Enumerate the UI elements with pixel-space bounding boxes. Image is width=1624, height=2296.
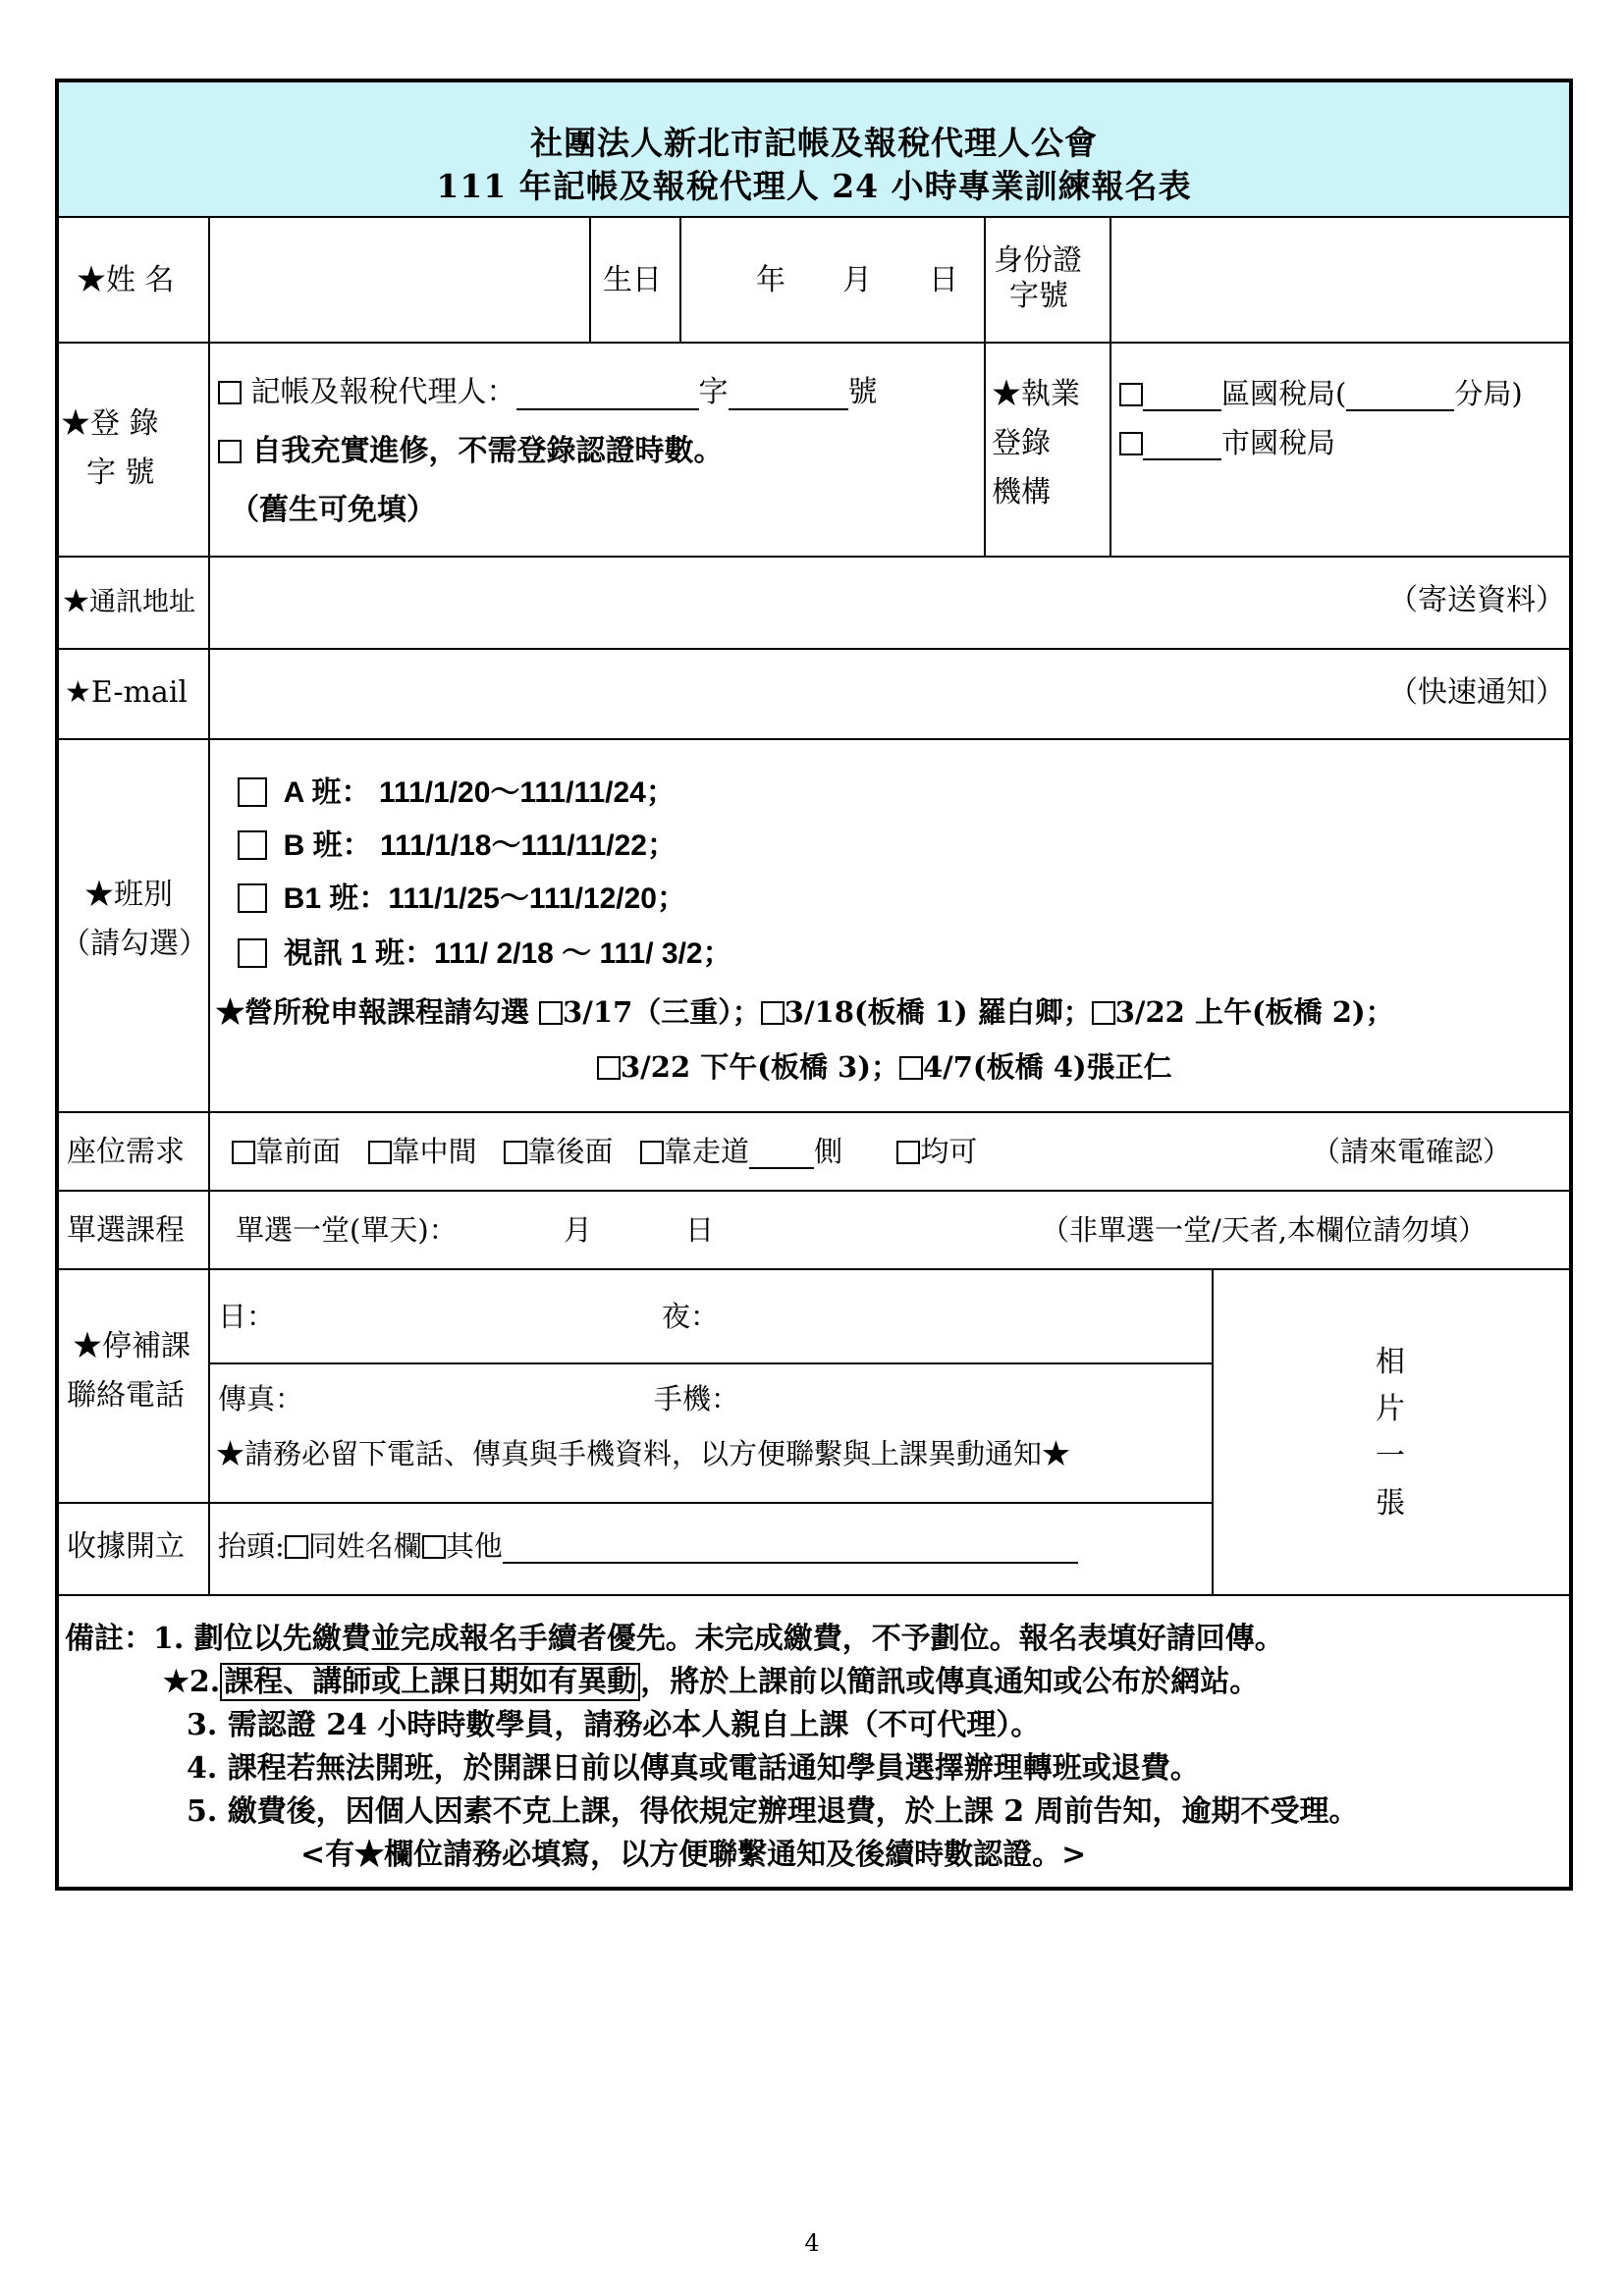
class-a-checkbox[interactable]	[238, 777, 267, 807]
seat-any-label: 均可	[920, 1135, 978, 1168]
tax-course-2: 3/18(板橋 1) 羅白卿；	[784, 995, 1092, 1029]
class-option-b1[interactable]	[238, 881, 686, 917]
note-5: 5. 繳費後，因個人因素不克上課，得依規定辦理退費，於上課 2 周前告知，逾期不受理。	[187, 1794, 1359, 1829]
char-label: 字	[698, 375, 729, 409]
tax-course-3: 3/22 上午(板橋 2)；	[1114, 995, 1394, 1029]
tax-course-1: 3/17（三重）；	[563, 995, 761, 1029]
class-video-dates: 111/ 2/18 ～ 111/ 3/2；	[434, 937, 732, 970]
photo-char-3: 一	[1376, 1439, 1405, 1473]
note-4: 4. 課程若無法開班，於開課日前以傳真或電話通知學員選擇辦理轉班或退費。	[187, 1751, 1200, 1786]
column-divider	[208, 218, 210, 1594]
row-divider	[59, 738, 1569, 740]
seat-back-checkbox[interactable]	[504, 1141, 527, 1164]
district-bureau-label: 區國稅局(	[1221, 377, 1347, 410]
seat-side-label: 側	[814, 1135, 843, 1168]
tax-course-5: 4/7(板橋 4)張正仁	[922, 1050, 1172, 1084]
agency-label-line1: ★執業	[992, 377, 1080, 411]
tax-course-4-checkbox[interactable]	[597, 1056, 621, 1080]
form-header	[59, 82, 1569, 218]
city-bureau-checkbox[interactable]	[1119, 432, 1143, 455]
tax-course-4: 3/22 下午(板橋 3)；	[621, 1050, 899, 1084]
column-divider	[589, 218, 591, 342]
row-divider	[59, 556, 1569, 558]
class-option-b[interactable]	[238, 828, 677, 864]
seat-label: 座位需求	[67, 1135, 185, 1169]
same-name-checkbox[interactable]	[285, 1535, 308, 1559]
single-course-label: 單選課程	[67, 1213, 185, 1248]
tax-course-5-checkbox[interactable]	[899, 1056, 923, 1080]
number-label: 號	[847, 375, 878, 409]
district-blank[interactable]	[1143, 384, 1221, 411]
class-video-checkbox[interactable]	[238, 938, 267, 968]
fax-field[interactable]	[304, 1372, 638, 1421]
single-course-prefix: 單選一堂(單天)：	[236, 1213, 458, 1247]
single-course-day: 日	[685, 1213, 715, 1247]
self-study-label: 自我充實進修，不需登錄認證時數。	[251, 434, 724, 468]
photo-box	[1214, 1270, 1567, 1592]
email-note: （快速通知）	[1388, 675, 1565, 710]
day-label: 日	[929, 263, 958, 297]
same-name-label: 同姓名欄	[307, 1529, 422, 1563]
class-b1-dates: 111/1/25～111/12/20；	[388, 882, 686, 915]
id-label-line2: 字號	[1009, 279, 1068, 313]
note-2-boxed: 課程、講師或上課日期如有異動	[220, 1663, 640, 1701]
agent-number-blank[interactable]	[729, 383, 848, 410]
self-study-option[interactable]	[218, 434, 723, 469]
seat-front-checkbox[interactable]	[232, 1141, 255, 1164]
class-a-name: A 班：	[283, 776, 371, 809]
address-note: （寄送資料）	[1388, 583, 1565, 617]
receipt-label: 收據開立	[67, 1529, 185, 1564]
birth-label: 生日	[603, 263, 662, 297]
receipt-options	[218, 1529, 1078, 1564]
row-divider	[59, 1111, 1569, 1113]
seat-back-label: 靠後面	[527, 1135, 614, 1168]
notes-line1	[65, 1614, 1284, 1657]
column-divider	[1110, 218, 1111, 556]
agent-checkbox[interactable]	[218, 381, 242, 404]
association-title: 社團法人新北市記帳及報稅代理人公會	[530, 124, 1098, 162]
photo-char-4: 張	[1376, 1486, 1405, 1521]
single-course-month: 月	[564, 1213, 593, 1247]
night-phone-field[interactable]	[717, 1290, 1198, 1349]
other-label: 其他	[445, 1529, 503, 1563]
email-label: ★E-mail	[65, 675, 189, 710]
branch-label: 分局)	[1454, 377, 1523, 410]
seat-middle-label: 靠中間	[391, 1135, 477, 1168]
contact-reminder: ★請務必留下電話、傳真與手機資料，以方便聯繫與上課異動通知★	[216, 1437, 1071, 1470]
form-title: 111 年記帳及報稅代理人 24 小時專業訓練報名表	[436, 167, 1192, 205]
class-b1-name: B1 班：	[283, 882, 389, 915]
address-field[interactable]	[212, 560, 1410, 646]
tax-course-line2	[597, 1050, 1172, 1085]
row-divider	[208, 1362, 1212, 1364]
note-2-rest: ，將於上課前以簡訊或傳真通知或公布於網站。	[640, 1665, 1260, 1699]
column-divider	[679, 218, 681, 342]
class-label-line1: ★班別	[84, 878, 173, 912]
seat-note: （請來電確認）	[1312, 1135, 1512, 1168]
row-divider	[59, 1594, 1569, 1596]
note-3: 3. 需認證 24 小時時數學員，請務必本人親自上課（不可代理）。	[187, 1708, 1041, 1742]
branch-blank[interactable]	[1346, 384, 1454, 411]
note-2-prefix: ★2.	[163, 1665, 221, 1699]
registration-label-line1: ★登 錄	[61, 406, 159, 441]
name-field[interactable]	[212, 220, 587, 340]
row-divider	[59, 342, 1569, 344]
seat-middle-checkbox[interactable]	[368, 1141, 392, 1164]
seat-aisle-checkbox[interactable]	[640, 1141, 664, 1164]
single-course-note: （非單選一堂/天者,本欄位請勿填）	[1041, 1213, 1487, 1247]
id-number-field[interactable]	[1113, 220, 1567, 340]
class-a-dates: 111/1/20～111/11/24；	[378, 776, 676, 809]
agency-label-line2: 登錄	[992, 426, 1051, 460]
tax-course-3-checkbox[interactable]	[1092, 1001, 1115, 1025]
district-bureau-checkbox[interactable]	[1119, 383, 1143, 406]
seat-any-checkbox[interactable]	[896, 1141, 920, 1164]
tax-course-line1	[216, 995, 1394, 1030]
agency-city-option[interactable]	[1119, 426, 1335, 460]
tax-course-1-checkbox[interactable]	[539, 1001, 563, 1025]
agent-option-label: 記帳及報稅代理人：	[250, 375, 516, 409]
aisle-side-blank[interactable]	[749, 1142, 814, 1169]
row-divider	[59, 1190, 1569, 1192]
email-field[interactable]	[212, 652, 1410, 736]
notes-footer: <有★欄位請務必填寫，以方便聯繫通知及後續時數認證。>	[300, 1838, 1087, 1872]
class-option-a[interactable]	[238, 775, 676, 811]
tax-course-2-checkbox[interactable]	[761, 1001, 785, 1025]
row-divider	[59, 648, 1569, 650]
column-divider	[984, 218, 986, 556]
class-b1-checkbox[interactable]	[238, 883, 267, 913]
other-checkbox[interactable]	[422, 1535, 446, 1559]
notes-lead: 備註：	[65, 1622, 153, 1656]
contact-label-line2: 聯絡電話	[67, 1378, 185, 1413]
note-1: 1. 劃位以先繳費並完成報名手續者優先。未完成繳費，不予劃位。報名表填好請回傳。	[153, 1622, 1284, 1656]
seat-aisle-label: 靠走道	[664, 1135, 750, 1168]
seat-front-label: 靠前面	[255, 1135, 342, 1168]
mobile-label: 手機：	[654, 1382, 740, 1415]
registration-label-line2: 字 號	[86, 455, 155, 490]
address-label: ★通訊地址	[63, 587, 195, 617]
contact-label-line1: ★停補課	[73, 1329, 190, 1363]
city-bureau-label: 市國稅局	[1221, 426, 1336, 459]
page-number: 4	[804, 2229, 820, 2257]
photo-char-1: 相	[1376, 1345, 1405, 1379]
class-b-name: B 班：	[283, 829, 372, 862]
seat-options	[232, 1135, 977, 1169]
registration-form	[55, 79, 1573, 1891]
self-study-checkbox[interactable]	[218, 440, 242, 463]
agency-district-option[interactable]	[1119, 377, 1523, 411]
day-phone-label: 日：	[218, 1300, 276, 1333]
night-phone-label: 夜：	[662, 1300, 720, 1333]
other-title-blank[interactable]	[503, 1536, 1078, 1564]
id-label-line1: 身份證	[994, 243, 1082, 278]
notes-line2	[163, 1657, 1259, 1700]
mobile-field[interactable]	[736, 1372, 1198, 1421]
exempt-note: （舊生可免填）	[230, 493, 436, 527]
class-label-line2: （請勾選）	[61, 927, 208, 961]
name-label: ★姓 名	[77, 263, 175, 297]
class-video-name: 視訊 1 班：	[283, 937, 435, 970]
receipt-prefix: 抬頭:	[218, 1529, 285, 1563]
row-divider	[59, 1502, 1212, 1504]
birthdate-field[interactable]	[683, 220, 982, 340]
year-label: 年	[756, 263, 785, 297]
agent-char-blank[interactable]	[516, 383, 699, 410]
photo-char-2: 片	[1376, 1392, 1405, 1426]
class-b-checkbox[interactable]	[238, 830, 267, 860]
day-phone-field[interactable]	[265, 1290, 658, 1349]
agency-label-line3: 機構	[992, 475, 1051, 509]
class-option-video[interactable]	[238, 936, 732, 972]
city-blank[interactable]	[1143, 433, 1221, 460]
month-label: 月	[842, 263, 872, 297]
tax-course-intro: ★營所稅申報課程請勾選	[216, 995, 530, 1029]
agent-option[interactable]	[218, 375, 878, 410]
fax-label: 傳真：	[218, 1382, 304, 1415]
class-b-dates: 111/1/18～111/11/22；	[380, 829, 677, 862]
